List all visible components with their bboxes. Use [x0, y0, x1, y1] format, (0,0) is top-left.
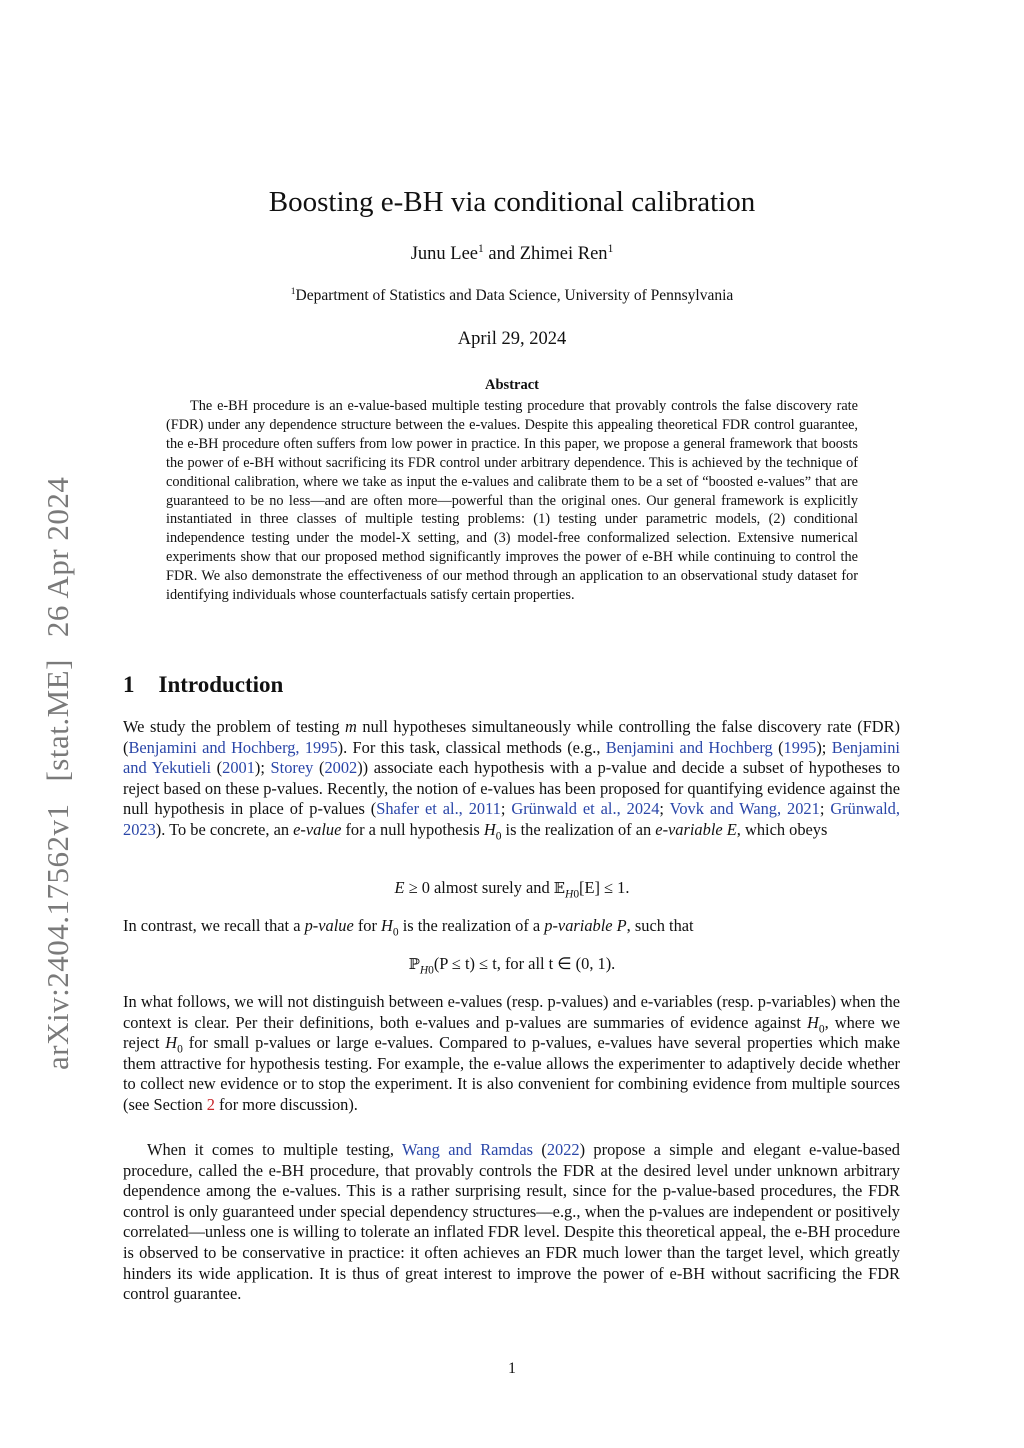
paragraph-1: We study the problem of testing m null hypotheses simultaneously while controlling the false discovery rate (FDR) (Benjamini and Hochberg, 1995). For this task, classical methods (e.g., Benjamini and Hochberg (1995); Benjamini and Yekutieli (2001); Storey (2002)) associate each hypothesis with a p-value and decide a subset of hypotheses to reject based on these p-values. Recently, the notion of e-values has been proposed for quantifying evidence against the null hypothesis in place of p-values (Shafer et al., 2011; Grünwald et al., 2024; Vovk and Wang, 2021; Grünwald, 2023). To be concrete, an e-value for a null hypothesis $H_0$ is the realization of an e-variable E, which obeys	[123, 717, 901, 843]
citation-link[interactable]: 2022	[546, 1140, 580, 1159]
abstract-heading: Abstract	[485, 377, 539, 393]
affiliation-text: Department of Statistics and Data Science, University of Pennsylvania	[295, 287, 734, 304]
citation-link[interactable]: Grünwald et al., 2024	[511, 799, 660, 819]
affil-marker: 1	[478, 242, 484, 255]
section-title: Introduction	[158, 672, 284, 697]
citation-link[interactable]: Benjamini and Hochberg	[605, 737, 773, 757]
affiliation	[0, 287, 1024, 305]
citation-link[interactable]: Storey	[270, 758, 314, 778]
arxiv-date: 26 Apr 2024	[40, 476, 75, 638]
author-name: Junu Lee	[410, 244, 478, 264]
citation-link[interactable]: Grünwald, 2023	[123, 799, 900, 839]
citation-link[interactable]: Vovk and Wang, 2021	[669, 799, 820, 819]
section-heading	[123, 672, 283, 698]
citation-link[interactable]: Benjamini and Yekutieli	[123, 737, 900, 778]
author-separator: and	[483, 244, 520, 264]
paragraph-2: In contrast, we recall that a p-value for $H_0$ is the realization of a p-variable P, such that	[123, 916, 694, 939]
citation-link[interactable]: Wang and Ramdas	[402, 1140, 534, 1159]
equation-e-value: E ≥ 0 almost surely and 𝔼$_{H0}$[E] ≤ 1.	[394, 878, 630, 901]
equation-p-value: ℙ$_{H0}$(P ≤ t) ≤ t, for all t ∈ (0, 1).	[408, 954, 616, 977]
arxiv-category: [stat.ME]	[40, 659, 75, 782]
arxiv-sidebar-stamp	[40, 455, 76, 1070]
affil-marker: 1	[290, 285, 296, 297]
citation-link[interactable]: Shafer et al., 2011	[376, 799, 501, 819]
paper-date: April 29, 2024	[457, 329, 567, 349]
author-list	[0, 244, 1024, 265]
paragraph-4: When it comes to multiple testing, Wang and Ramdas (2022) propose a simple and elegant e-value-based procedure, called the e-BH procedure, that provably controls the FDR at the desired level under unknown arbitrary dependence among the e-values. This is a rather surprising result, since for the p-value-based procedures, the FDR control is only guaranteed under special dependency structures—e.g., when the p-values are independent or positively correlated—unless one is willing to tolerate an inflated FDR level. Despite this theoretical appeal, the e-BH procedure is observed to be conservative in practice: it often achieves an FDR much lower than the target level, which greatly hinders its wide application. It is thus of great interest to improve the power of e-BH without sacrificing the FDR control guarantee.	[123, 1140, 900, 1304]
paragraph-3: In what follows, we will not distinguish between e-values (resp. p-values) and e-variables (resp. p-variables) when the context is clear. Per their definitions, both e-values and p-values are summaries of evidence against $H_0$, where we reject $H_0$ for small p-values or large e-values. Compared to p-values, e-values have several properties which make them attractive for hypothesis testing. For example, the e-value allows the experimenter to adaptively decide whether to collect new evidence or to stop the experiment. It is also convenient for combining evidence from multiple sources (see Section 2 for more discussion).	[123, 992, 900, 1114]
page-number: 1	[508, 1360, 516, 1377]
paper-title: Boosting e-BH via conditional calibration	[268, 186, 756, 218]
citation-link[interactable]: Benjamini and Hochberg, 1995	[128, 737, 338, 757]
section-reference-link[interactable]: 2	[206, 1094, 215, 1114]
arxiv-id[interactable]: arXiv:2404.17562v1	[40, 803, 75, 1070]
abstract-text: The e-BH procedure is an e-value-based multiple testing procedure that provably controls the false discovery rate (FDR) under any dependence structure between the e-values. Despite this appealing theoretical FDR control guarantee, the e-BH procedure often suffers from low power in practice. In this paper, we propose a general framework that boosts the power of e-BH without sacrificing its FDR control under arbitrary dependence. This is achieved by the technique of conditional calibration, where we take as input the e-values and calibrate them to be a set of “boosted e-values” that are guaranteed to be no less—and are often more—powerful than the original ones. Our general framework is explicitly instantiated in three classes of multiple testing problems: (1) testing under parametric models, (2) conditional independence testing under the model-X setting, and (3) model-free conformalized selection. Extensive numerical experiments show that our proposed method significantly improves the power of e-BH while continuing to control the FDR. We also demonstrate the effectiveness of our method through an application to an observational study dataset for identifying individuals whose counterfactuals satisfy certain properties.	[166, 398, 858, 604]
citation-link[interactable]: 2001	[222, 758, 255, 778]
section-number: 1	[123, 672, 135, 697]
affil-marker: 1	[607, 242, 614, 255]
author-name: Zhimei Ren	[519, 244, 608, 264]
citation-link[interactable]: 2002	[324, 758, 358, 778]
citation-link[interactable]: 1995	[783, 737, 817, 757]
